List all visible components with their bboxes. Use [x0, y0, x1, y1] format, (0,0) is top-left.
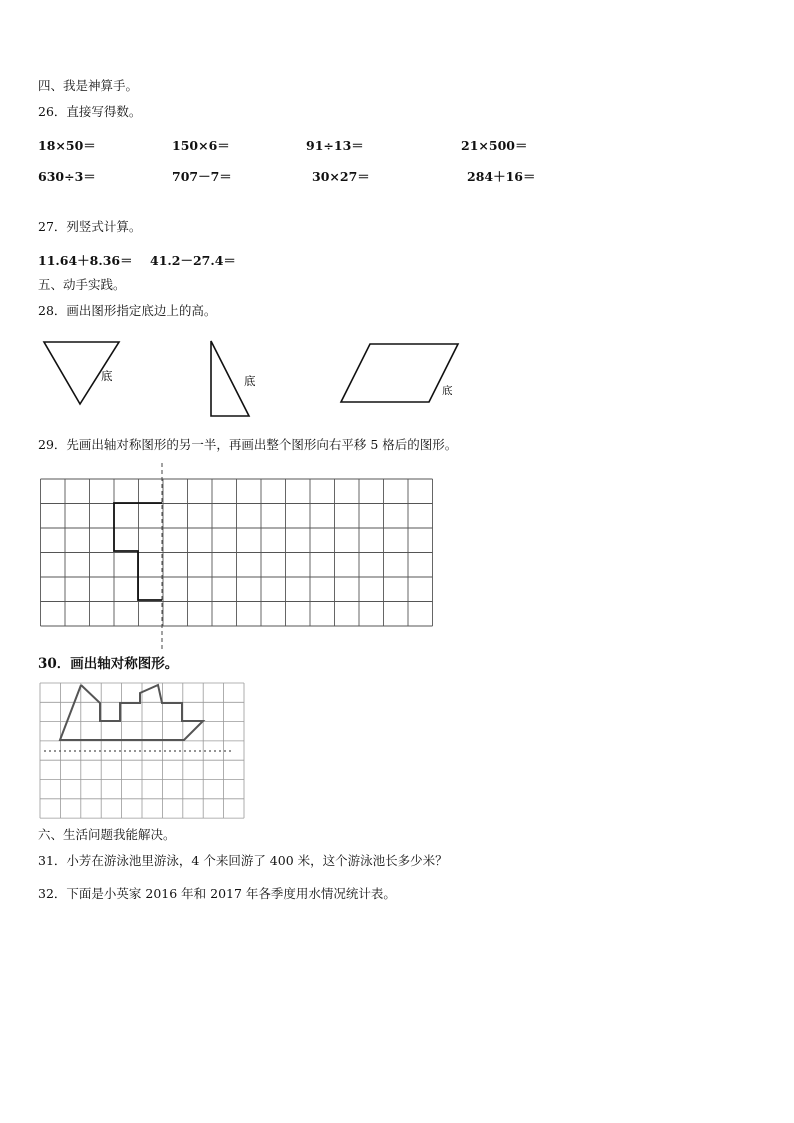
question-27-label: 27．列竖式计算。	[38, 219, 142, 234]
question-26-label: 26．直接写得数。	[38, 104, 142, 119]
question-30-label: 30．画出轴对称图形。	[38, 656, 179, 672]
calc-item: 21×500＝	[461, 138, 528, 153]
question-29-label: 29．先画出轴对称图形的另一半，再画出整个图形向右平移 5 格后的图形。	[38, 437, 458, 452]
base-label: 底	[244, 374, 256, 388]
section5-title: 五、动手实践。	[38, 277, 126, 292]
boat-half-shape	[60, 685, 203, 740]
base-label: 底	[101, 369, 113, 383]
question-28-label: 28．画出图形指定底边上的高。	[38, 303, 217, 318]
calc-item: 707－7＝	[172, 169, 232, 184]
calc-item: 284＋16＝	[467, 169, 536, 184]
base-label: 底	[442, 385, 453, 397]
calc-item: 630÷3＝	[38, 169, 96, 184]
calc-item: 150×6＝	[172, 138, 230, 153]
question-31-text: 31．小芳在游泳池里游泳，4 个来回游了 400 米，这个游泳池长多少米？	[38, 853, 448, 868]
calc-item: 91÷13＝	[306, 138, 364, 153]
section6-title: 六、生活问题我能解决。	[38, 827, 176, 842]
calc-item: 30×27＝	[312, 169, 370, 184]
calc-item: 18×50＝	[38, 138, 96, 153]
vertical-calc-item: 11.64＋8.36＝	[38, 253, 133, 268]
vertical-calc-item: 41.2－27.4＝	[150, 253, 236, 268]
section4-title: 四、我是神算手。	[38, 78, 139, 93]
question-32-text: 32．下面是小英家 2016 年和 2017 年各季度用水情况统计表。	[38, 886, 396, 901]
